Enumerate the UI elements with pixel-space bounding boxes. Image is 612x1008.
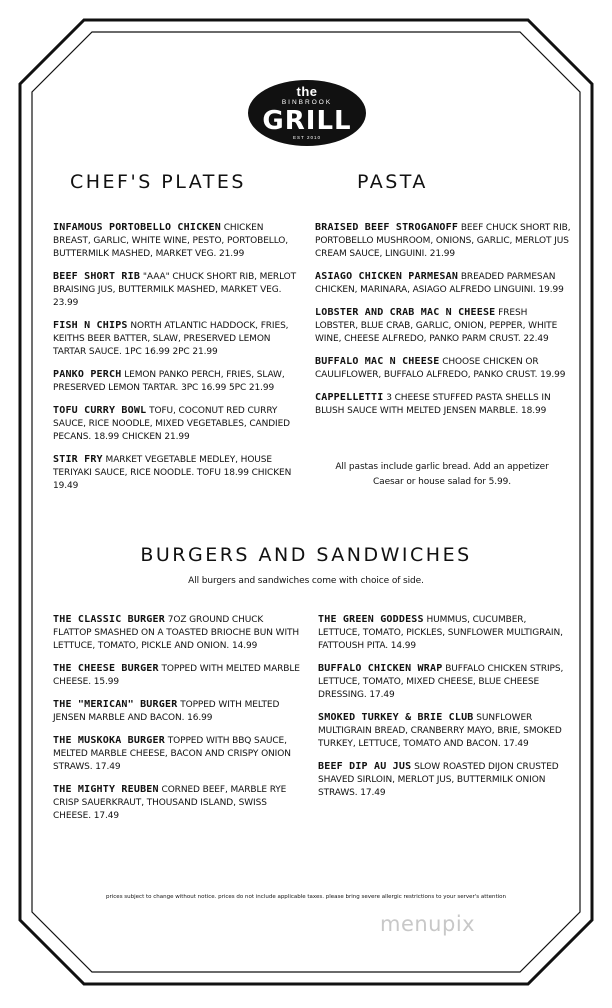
pasta-heading: PASTA [357,171,428,193]
footer-disclaimer: prices subject to change without notice. prices do not include applicable taxes. please bring severe allergic restrictions to your server's attention [106,894,506,900]
menu-item [53,453,303,493]
item-name: TOFU CURRY BOWL [53,405,147,416]
menu-item [53,221,303,261]
menu-item [53,270,303,310]
menu-item [315,391,573,418]
item-description: BEEF CHUCK SHORT RIB, PORTOBELLO MUSHROOM, ONIONS, GARLIC, MERLOT JUS CREAM SAUCE, LINGUINI. 21.99 [315,223,571,259]
item-name: CAPPELLETTI [315,392,384,403]
item-description: "AAA" CHUCK SHORT RIB, MERLOT BRAISING JUS, BUTTERMILK MASHED, MARKET VEG. 23.99 [53,272,297,308]
pasta-list [315,221,573,427]
menu-item [53,368,303,395]
menu-item [53,404,303,444]
item-description: BUFFALO CHICKEN STRIPS, LETTUCE, TOMATO, MIXED CHEESE, BLUE CHEESE DRESSING. 17.49 [318,664,564,700]
item-description: CORNED BEEF, MARBLE RYE CRISP SAUERKRAUT, THOUSAND ISLAND, SWISS CHEESE. 17.49 [53,785,287,821]
item-description: LEMON PANKO PERCH, FRIES, SLAW, PRESERVED LEMON TARTAR. 3PC 16.99 5PC 21.99 [53,370,285,393]
item-description: SUNFLOWER MULTIGRAIN BREAD, CRANBERRY MAYO, BRIE, SMOKED TURKEY, LETTUCE, TOMATO AND BACON. 17.49 [318,713,562,749]
chefs-plates-list [53,221,303,502]
item-name: INFAMOUS PORTOBELLO CHICKEN [53,222,221,233]
item-description: TOFU, COCONUT RED CURRY SAUCE, RICE NOODLE, MIXED VEGETABLES, CANDIED PECANS. 18.99 CHICKEN 21.99 [53,406,291,442]
burgers-heading: BURGERS AND SANDWICHES [140,544,472,566]
item-name: STIR FRY [53,454,103,465]
item-description: BREADED PARMESAN CHICKEN, MARINARA, ASIAGO ALFREDO LINGUINI. 19.99 [315,272,564,295]
burgers-left-list [53,613,301,832]
pasta-note-line-1: All pastas include garlic bread. Add an appetizer [335,462,549,472]
pasta-note-line-2: Caesar or house salad for 5.99. [373,477,511,487]
pasta-note [300,460,584,490]
watermark: menupix [380,912,476,936]
item-name: THE CLASSIC BURGER [53,614,165,625]
menu-item [53,734,301,774]
logo-binbrook-text: BINBROOK [281,99,333,106]
item-description: SLOW ROASTED DIJON CRUSTED SHAVED SIRLOIN, MERLOT JUS, BUTTERMILK ONION STRAWS. 17.49 [318,762,559,798]
menu-item [315,221,573,261]
logo-est-text: EST 2010 [293,135,321,140]
menu-item [53,319,303,359]
menu-item [318,662,566,702]
item-name: THE MIGHTY REUBEN [53,784,159,795]
item-description: MARKET VEGETABLE MEDLEY, HOUSE TERIYAKI SAUCE, RICE NOODLE. TOFU 18.99 CHICKEN 19.49 [53,455,292,491]
burgers-right-list [318,613,566,809]
logo-the-text: the [296,84,318,99]
item-name: FISH N CHIPS [53,320,128,331]
item-description: CHOOSE CHICKEN OR CAULIFLOWER, BUFFALO ALFREDO, PANKO CRUST. 19.99 [315,357,566,380]
item-name: BEEF DIP AU JUS [318,761,412,772]
menu-item [53,783,301,823]
item-description: 3 CHEESE STUFFED PASTA SHELLS IN BLUSH SAUCE WITH MELTED JENSEN MARBLE. 18.99 [315,393,551,416]
item-name: BRAISED BEEF STROGANOFF [315,222,459,233]
item-description: NORTH ATLANTIC HADDOCK, FRIES, KEITHS BEER BATTER, SLAW, PRESERVED LEMON TARTAR SAUCE. 1PC 16.99 2PC 21.99 [53,321,289,357]
item-name: PANKO PERCH [53,369,122,380]
menu-item [318,613,566,653]
menu-item [318,711,566,751]
menu-item [53,613,301,653]
restaurant-logo [248,80,366,146]
item-description: HUMMUS, CUCUMBER, LETTUCE, TOMATO, PICKLES, SUNFLOWER MULTIGRAIN, FATTOUSH PITA. 14.99 [318,615,563,651]
item-description: FRESH LOBSTER, BLUE CRAB, GARLIC, ONION, PEPPER, WHITE WINE, CHEESE ALFREDO, PANKO PARM CRUST. 22.49 [315,308,558,344]
item-name: BEEF SHORT RIB [53,271,141,282]
menu-item [53,662,301,689]
menu-item [315,355,573,382]
menu-item [315,270,573,297]
chefs-plates-heading: CHEF'S PLATES [70,171,246,193]
item-name: BUFFALO MAC N CHEESE [315,356,440,367]
menu-item [53,698,301,725]
item-name: ASIAGO CHICKEN PARMESAN [315,271,459,282]
logo-grill-text: GRILL [262,106,352,136]
item-name: SMOKED TURKEY & BRIE CLUB [318,712,474,723]
menu-item [315,306,573,346]
item-description: 7OZ GROUND CHUCK FLATTOP SMASHED ON A TOASTED BRIOCHE BUN WITH LETTUCE, TOMATO, PICKLE AND ONION. 14.99 [53,615,300,651]
item-description: CHICKEN BREAST, GARLIC, WHITE WINE, PESTO, PORTOBELLO, BUTTERMILK MASHED, MARKET VEG. 21.99 [53,223,289,259]
item-description: TOPPED WITH BBQ SAUCE, MELTED MARBLE CHEESE, BACON AND CRISPY ONION STRAWS. 17.49 [53,736,291,772]
burgers-subtitle: All burgers and sandwiches come with choice of side. [188,576,424,586]
item-name: THE "MERICAN" BURGER [53,699,178,710]
item-name: LOBSTER AND CRAB MAC N CHEESE [315,307,496,318]
menu-item [318,760,566,800]
item-description: TOPPED WITH MELTED JENSEN MARBLE AND BACON. 16.99 [53,700,280,723]
item-name: THE GREEN GODDESS [318,614,424,625]
item-name: BUFFALO CHICKEN WRAP [318,663,443,674]
item-name: THE CHEESE BURGER [53,663,159,674]
item-description: TOPPED WITH MELTED MARBLE CHEESE. 15.99 [53,664,300,687]
item-name: THE MUSKOKA BURGER [53,735,165,746]
